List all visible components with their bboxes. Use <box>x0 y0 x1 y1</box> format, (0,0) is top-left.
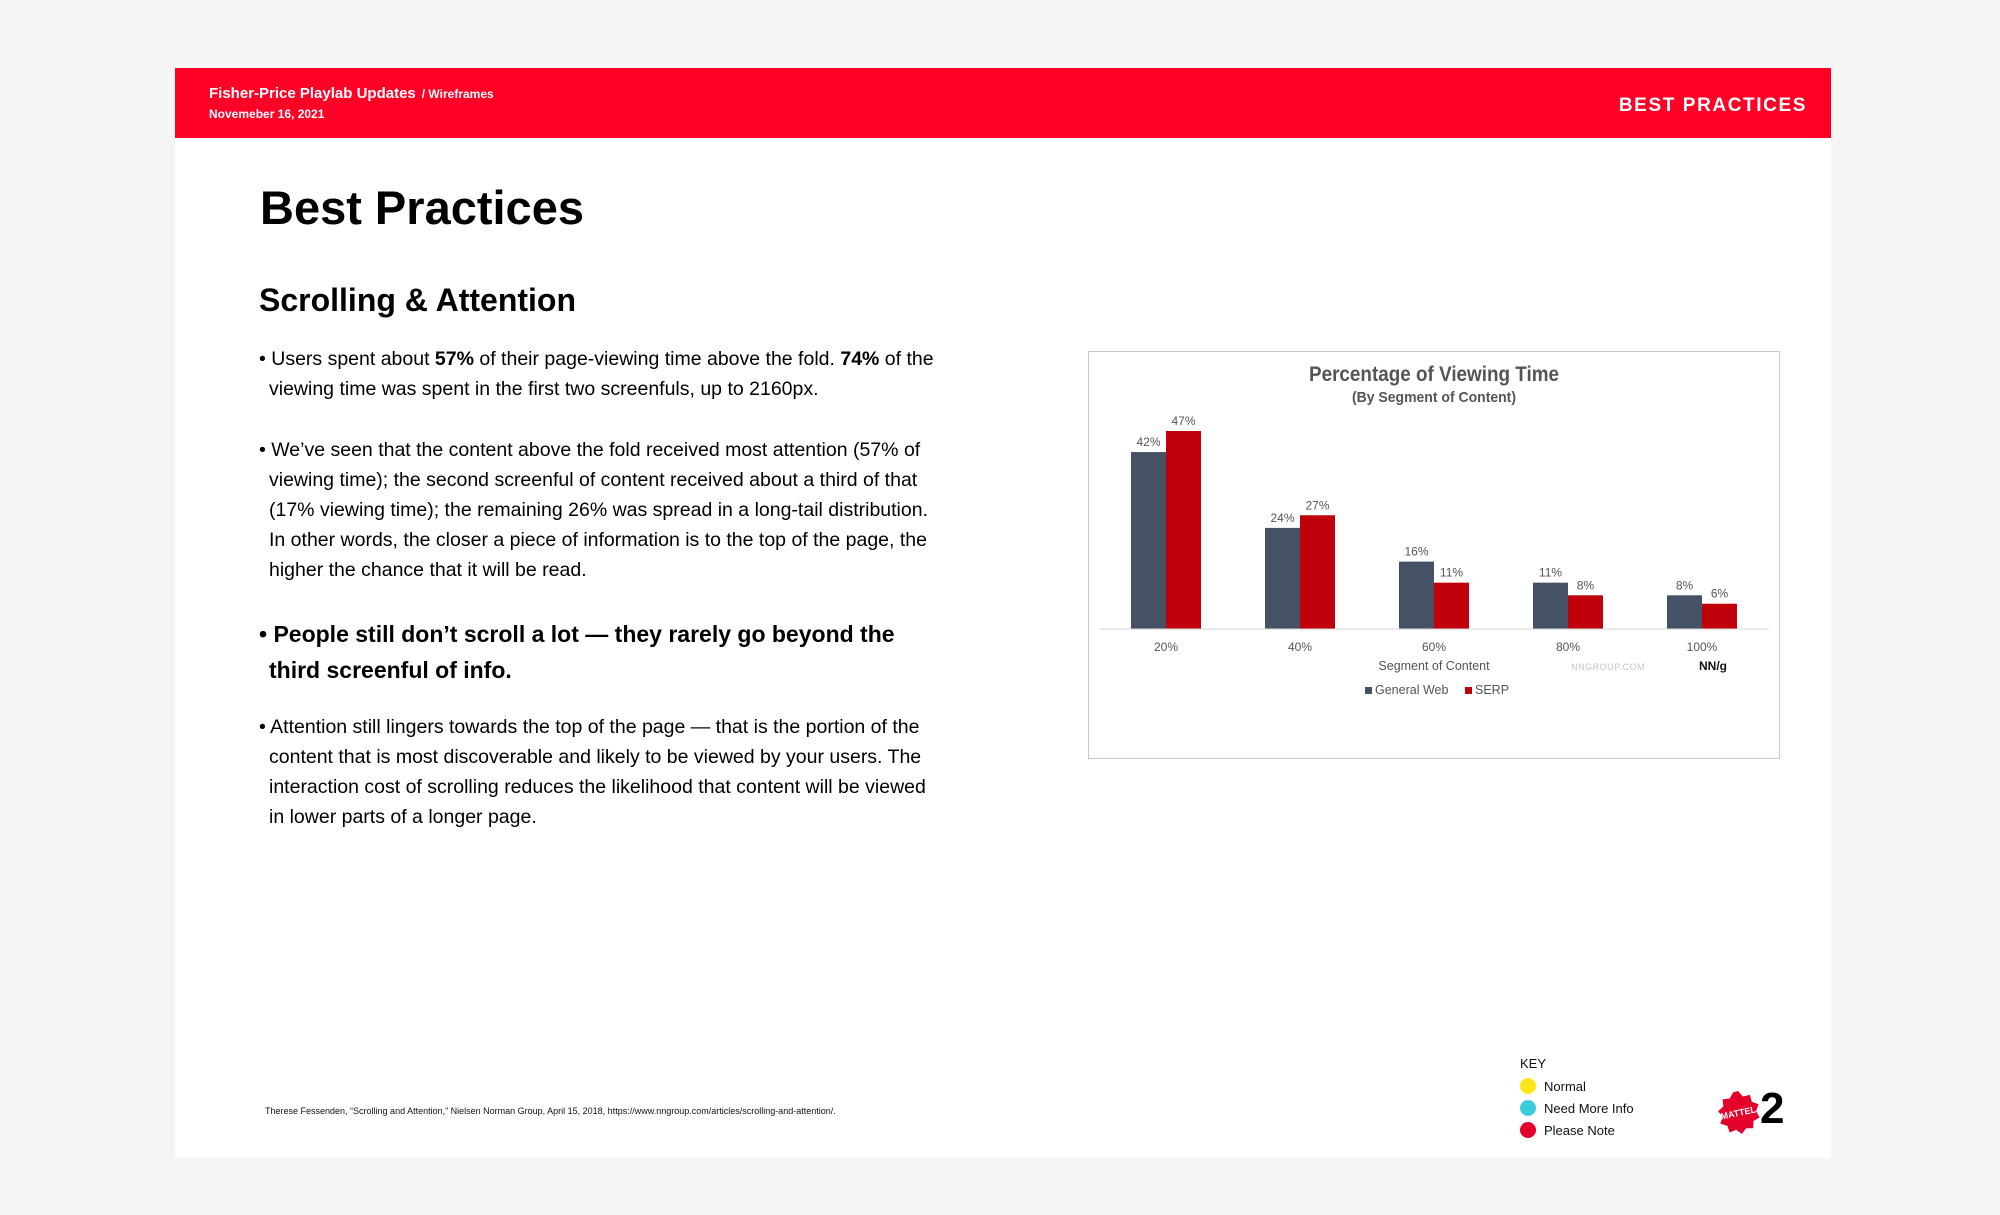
data-label: 8% <box>1576 578 1595 593</box>
section-subtitle: Scrolling & Attention <box>259 282 577 318</box>
key-item-need-more-info <box>1520 1097 1634 1119</box>
key-label: Need More Info <box>1544 1100 1634 1116</box>
slide <box>175 68 1831 1158</box>
bar-general-web <box>1265 528 1300 629</box>
data-label: 27% <box>1305 498 1330 513</box>
x-tick-label: 100% <box>1686 640 1718 654</box>
legend-swatch <box>1365 687 1372 694</box>
key-item-normal <box>1520 1075 1634 1097</box>
mattel-logo-icon <box>1716 1090 1760 1134</box>
status-key <box>1520 1056 1634 1141</box>
data-label: 42% <box>1136 435 1161 450</box>
bar-general-web <box>1533 583 1568 629</box>
bar-serp <box>1300 515 1335 629</box>
bullet-item <box>259 712 939 832</box>
page-number: 2 <box>1760 1084 1785 1133</box>
bullet-item-emphasis <box>259 616 939 688</box>
page-title: Best Practices <box>260 181 584 234</box>
x-axis-label: Segment of Content <box>1378 659 1490 673</box>
cyan-dot-icon <box>1520 1100 1536 1116</box>
chart-title: Percentage of Viewing Time <box>1309 363 1559 386</box>
bullet-text: of the viewing time was spent in the first two screenfuls, up to 2160px. <box>269 348 934 400</box>
viewing-time-chart <box>1088 351 1780 759</box>
chart-subtitle: (By Segment of Content) <box>1352 389 1517 406</box>
bullet-text: • People still don’t scroll a lot — they rarely go beyond the third screenful of info. <box>259 621 895 683</box>
bar-serp <box>1702 604 1737 629</box>
legend-label: SERP <box>1475 683 1510 697</box>
footnote-citation: Therese Fessenden, “Scrolling and Attention,” Nielsen Norman Group, April 15, 2018, https://www.nngroup.com/articles/scrolling-and-attention/. <box>265 1106 836 1116</box>
data-label: 24% <box>1270 510 1295 525</box>
project-subsection: / Wireframes <box>421 87 494 101</box>
header-banner <box>175 68 1831 138</box>
project-name: Fisher-Price Playlab Updates <box>209 85 416 102</box>
bar-serp <box>1434 583 1469 629</box>
legend-swatch <box>1465 687 1472 694</box>
bullet-list <box>259 344 939 832</box>
data-label: 6% <box>1710 586 1729 601</box>
project-title <box>209 85 494 102</box>
bullet-item <box>259 435 939 585</box>
section-label: BEST PRACTICES <box>1618 95 1807 116</box>
bar-general-web <box>1131 452 1166 629</box>
bar-general-web <box>1399 562 1434 629</box>
bar-serp <box>1166 431 1201 629</box>
bar-serp <box>1568 595 1603 629</box>
bullet-text: • We’ve seen that the content above the fold received most attention (57% of viewing time); the second screenful of content received about a third of that (17% viewing time); the remaining 26% was spread in a long-tail distribution. In other words, the closer a piece of information is to the top of the page, the higher the chance that it will be read. <box>259 439 928 581</box>
logo-wordmark: MATTEL <box>1719 1104 1757 1122</box>
x-tick-label: 40% <box>1287 640 1313 654</box>
chart-brand: NN/g <box>1699 659 1727 673</box>
data-label: 8% <box>1675 578 1694 593</box>
key-label: Please Note <box>1544 1122 1615 1138</box>
bar-general-web <box>1667 595 1702 629</box>
bullet-stat: 57% <box>434 348 474 370</box>
chart-canvas <box>1089 352 1779 758</box>
chart-source: NNGROUP.COM <box>1571 662 1645 672</box>
data-label: 11% <box>1538 565 1563 580</box>
header-date: Novemeber 16, 2021 <box>209 107 325 121</box>
key-title: KEY <box>1520 1056 1547 1071</box>
bullet-text: • Users spent about <box>259 348 435 370</box>
red-dot-icon <box>1520 1122 1536 1138</box>
bullet-item <box>259 344 939 404</box>
data-label: 11% <box>1439 565 1464 580</box>
bullet-text: • Attention still lingers towards the top of the page — that is the portion of the content that is most discoverable and likely to be viewed by your users. The interaction cost of scrolling reduces the likelihood that content will be viewed in lower parts of a longer page. <box>259 716 926 828</box>
key-item-please-note <box>1520 1119 1634 1141</box>
legend-label: General Web <box>1375 683 1449 697</box>
x-tick-label: 60% <box>1421 640 1447 654</box>
data-label: 16% <box>1404 544 1429 559</box>
yellow-dot-icon <box>1520 1078 1536 1094</box>
data-label: 47% <box>1171 414 1196 428</box>
x-tick-label: 20% <box>1153 640 1179 654</box>
key-label: Normal <box>1544 1078 1586 1094</box>
bullet-text: of their page-viewing time above the fold. <box>473 348 841 370</box>
x-tick-label: 80% <box>1555 640 1581 654</box>
bullet-stat: 74% <box>840 348 880 370</box>
